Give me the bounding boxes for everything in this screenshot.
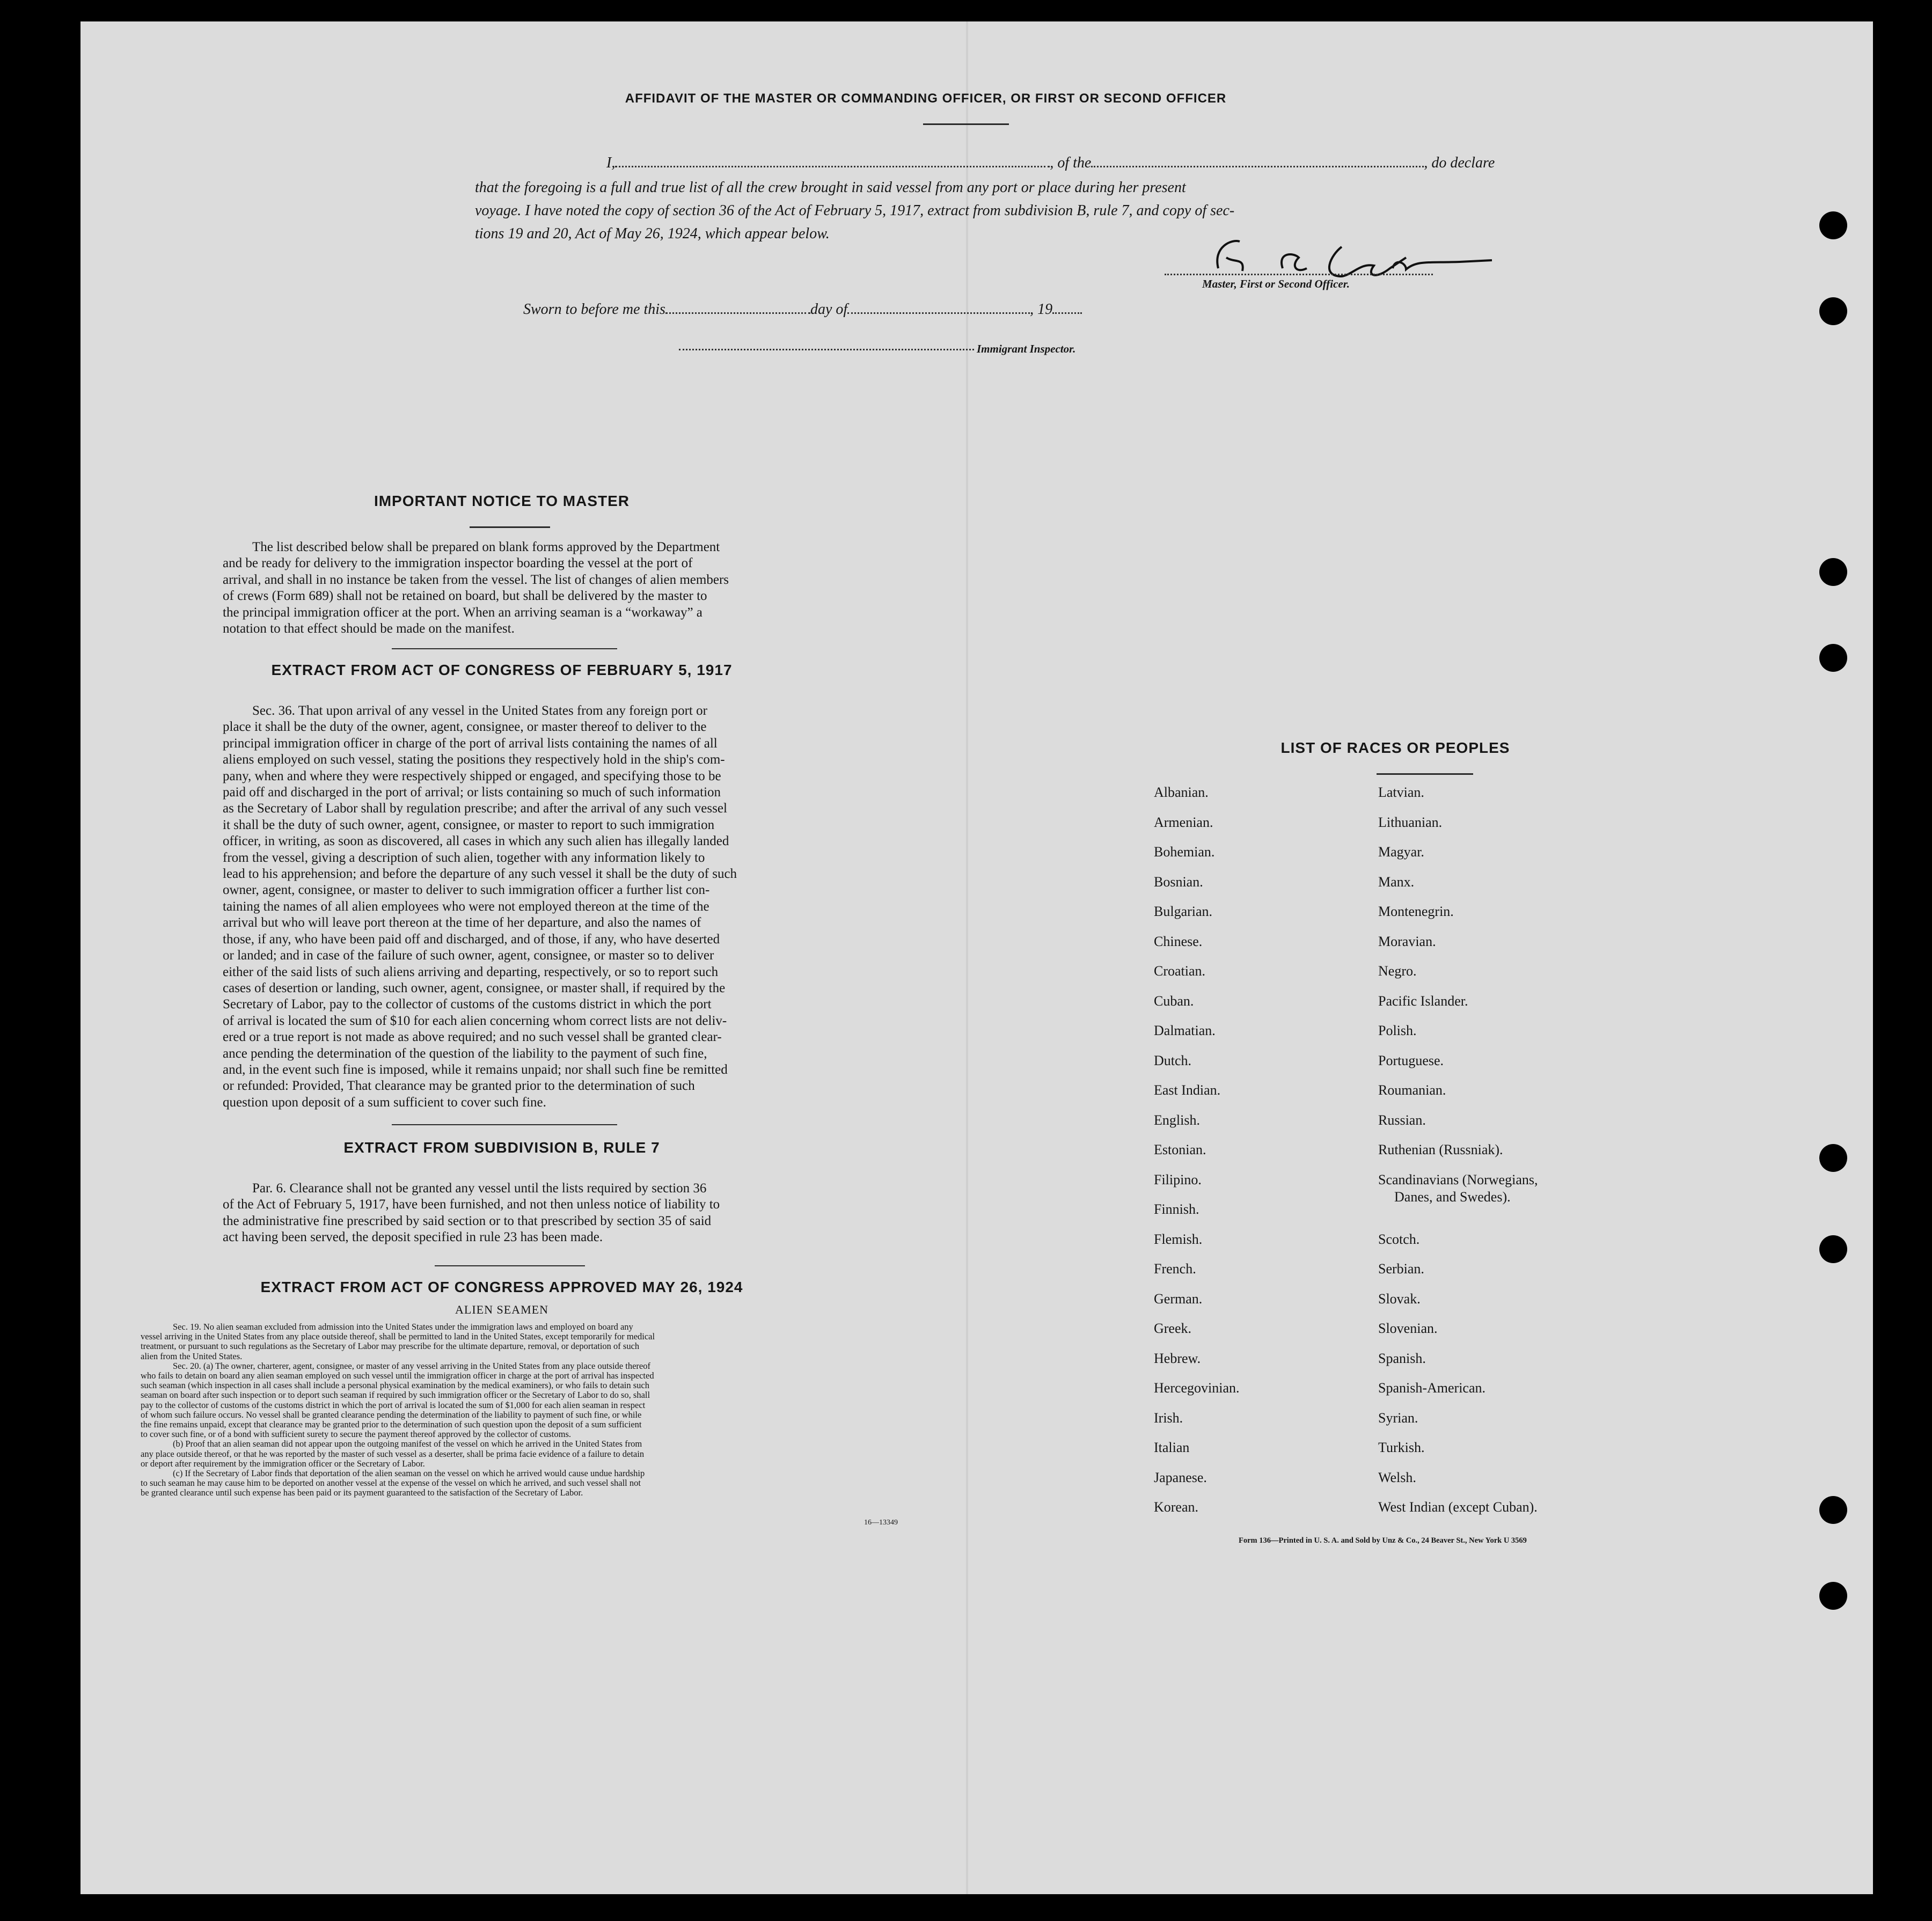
sworn-line (523, 299, 1275, 318)
sworn-day-blank[interactable] (665, 299, 810, 314)
vessel-blank[interactable] (1091, 153, 1424, 167)
race-item: Manx. (1378, 874, 1415, 890)
extract-1924-line: pay to the collector of customs of the customs district in which the port of arrival is located the sum of $1,000 for each alien seaman in respect (141, 1399, 646, 1410)
race-item: Albanian. (1154, 784, 1209, 800)
race-item: Lithuanian. (1378, 815, 1443, 830)
race-item: Moravian. (1378, 934, 1436, 949)
race-item: Syrian. (1378, 1410, 1418, 1426)
race-item: Scandinavians (Norwegians, (1378, 1172, 1538, 1187)
race-item: Magyar. (1378, 844, 1424, 860)
extract-1917-line: ance pending the determination of the question of the liability to the payment of such fine, (223, 1046, 707, 1061)
title-rule (923, 123, 1009, 125)
race-item: Flemish. (1154, 1231, 1203, 1247)
affidavit-do-declare: , do declare (1424, 155, 1495, 171)
extract-1924-line: who fails to detain on board any alien seaman employed on such vessel until the immigration officer in charge at the port of arrival has inspected (141, 1370, 654, 1381)
race-item: Croatian. (1154, 963, 1206, 979)
race-item: French. (1154, 1261, 1196, 1277)
document-sheet (80, 21, 1873, 1894)
sworn-year-blank[interactable] (1052, 299, 1082, 314)
affidavit-of-the: , of the (1050, 155, 1092, 171)
race-item: Montenegrin. (1378, 904, 1454, 919)
race-item: Welsh. (1378, 1470, 1416, 1485)
extract-1917-line: Secretary of Labor, pay to the collector of customs of the customs district in which the port (223, 997, 712, 1012)
notice-body (223, 539, 824, 637)
affidavit-declaration-line (475, 153, 1554, 172)
notice-rule (470, 526, 550, 528)
extract-1917-line: paid off and discharged in the port of arrival; or lists containing so much of such information (223, 785, 721, 800)
extract-1924-line: treatment, or pursuant to such regulations as the Secretary of Labor may prescribe for the ultimate departure, removal, or deportation of such (141, 1341, 640, 1352)
inspector-caption: Immigrant Inspector. (977, 342, 1076, 355)
race-item: Ruthenian (Russniak). (1378, 1142, 1503, 1157)
extract-1917-line: taining the names of all alien employees who were not employed thereon at the time of the (223, 899, 709, 914)
rule7-line: Par. 6. Clearance shall not be granted any vessel until the lists required by section 36 (252, 1181, 707, 1196)
punch-hole (1819, 1235, 1847, 1263)
extract-1924-line: the fine remains unpaid, except that clearance may be granted prior to the determination of such question upon the deposit of a sum sufficient (141, 1419, 642, 1430)
signature-line (1165, 274, 1433, 275)
section-rule (392, 648, 617, 649)
race-item: Pacific Islander. (1378, 993, 1468, 1009)
race-item: Chinese. (1154, 934, 1203, 949)
race-item: Estonian. (1154, 1142, 1206, 1157)
section-rule (392, 1124, 617, 1125)
extract-1917-line: place it shall be the duty of the owner, agent, consignee, or master thereof to deliver to the (223, 720, 707, 735)
punch-hole (1819, 1144, 1847, 1172)
race-item: German. (1154, 1291, 1203, 1307)
extract-1917-line: of arrival is located the sum of $10 for each alien concerning whom correct lists are not deliv- (223, 1013, 727, 1028)
rule7-line: act having been served, the deposit specified in rule 23 has been made. (223, 1230, 603, 1245)
extract-1917-line: aliens employed on such vessel, stating the positions they respectively hold in the ship's com- (223, 752, 725, 767)
notice-line: the principal immigration officer at the port. When an arriving seaman is a “workaway” a (223, 605, 702, 620)
extract-1924-body (141, 1322, 908, 1498)
signature-caption: Master, First or Second Officer. (1202, 277, 1350, 290)
punch-hole (1819, 1496, 1847, 1524)
extract-1917-line: question upon deposit of a sum sufficient to cover such fine. (223, 1095, 546, 1110)
extract-1917-title: EXTRACT FROM ACT OF CONGRESS OF FEBRUARY 5, 1917 (271, 662, 733, 678)
punch-hole (1819, 211, 1847, 239)
extract-1917-body (223, 703, 824, 1111)
rule7-line: the administrative fine prescribed by said section or to that prescribed by section 35 of said (223, 1213, 712, 1228)
race-item: Negro. (1378, 963, 1417, 979)
races-rule (1377, 773, 1473, 775)
race-item: Korean. (1154, 1499, 1199, 1515)
extract-1917-line: lead to his apprehension; and before the departure of any such vessel it shall be the duty of such (223, 867, 737, 882)
extract-1917-line: principal immigration officer in charge of the port of arrival lists containing the names of all (223, 736, 718, 751)
race-item: Hercegovinian. (1154, 1380, 1240, 1396)
extract-1917-line: those, if any, who have been paid off and discharged, and of those, if any, who have deserted (223, 932, 720, 947)
extract-1917-line: cases of desertion or landing, such owner, agent, consignee, or master shall, if required by the (223, 980, 726, 995)
inspector-line (679, 349, 974, 350)
race-item: Finnish. (1154, 1201, 1199, 1217)
extract-1917-line: Sec. 36. That upon arrival of any vessel in the United States from any foreign port or (252, 703, 707, 718)
form-footer: Form 136—Printed in U. S. A. and Sold by Unz & Co., 24 Beaver St., New York U 3569 (1239, 1536, 1527, 1545)
extract-1924-line: vessel arriving in the United States from any place outside thereof, shall be permitted to land in the United States, except temporarily for medical (141, 1331, 655, 1342)
punch-hole (1819, 297, 1847, 325)
punch-hole (1819, 1582, 1847, 1610)
affidavit-i-label: I, (606, 155, 616, 171)
extract-1924-title: EXTRACT FROM ACT OF CONGRESS APPROVED MAY 26, 1924 (260, 1279, 743, 1295)
sworn-label: Sworn to before me this (523, 301, 665, 318)
extract-1917-line: or landed; and in case of the failure of such owner, agent, consignee, or master so to deliver (223, 948, 714, 963)
race-item: Roumanian. (1378, 1082, 1446, 1098)
race-item: Armenian. (1154, 815, 1213, 830)
race-item: Spanish-American. (1378, 1380, 1486, 1396)
race-item: Slovenian. (1378, 1321, 1438, 1336)
extract-1924-line: to such seaman he may cause him to be deported on another vessel at the expense of the vessel on which he arrived, and such vessel shall not (141, 1478, 641, 1489)
name-blank[interactable] (615, 153, 1050, 167)
race-item: Turkish. (1378, 1440, 1425, 1455)
extract-1917-line: either of the said lists of such aliens arriving and departing, respectively, or so to report such (223, 964, 719, 979)
race-item: Russian. (1378, 1112, 1426, 1128)
extract-1924-subtitle: ALIEN SEAMEN (455, 1303, 548, 1316)
extract-1917-line: ered or a true report is not made as above required; and no such vessel shall be granted clear- (223, 1030, 722, 1045)
race-item: Irish. (1154, 1410, 1183, 1426)
day-of-label: day of (810, 301, 848, 318)
sworn-month-blank[interactable] (847, 299, 1030, 314)
punch-hole (1819, 644, 1847, 672)
extract-1924-line: Sec. 19. No alien seaman excluded from admission into the United States under the immigration laws and employed on board any (173, 1322, 633, 1332)
extract-1924-line: be granted clearance until such expense has been paid or its payment guaranteed to the satisfaction of the Secretary of Labor. (141, 1487, 583, 1498)
extract-1924-line: any place outside thereof, or that he was reported by the master of such vessel as a deserter, shall be prima facie evidence of a failure to detain (141, 1448, 645, 1459)
race-item: East Indian. (1154, 1082, 1221, 1098)
extract-1924-line: such seaman (which inspection in all cases shall include a personal physical examination by the medical examiners), or who fails to detain such (141, 1380, 650, 1391)
race-item: Italian (1154, 1440, 1190, 1455)
notice-line: arrival, and shall in no instance be taken from the vessel. The list of changes of alien members (223, 572, 729, 587)
race-item: Bulgarian. (1154, 904, 1213, 919)
race-item: Bosnian. (1154, 874, 1203, 890)
affidavit-title: AFFIDAVIT OF THE MASTER OR COMMANDING OFFICER, OR FIRST OR SECOND OFFICER (625, 91, 1227, 106)
rule7-line: of the Act of February 5, 1917, have been furnished, and not then unless notice of liability to (223, 1197, 720, 1212)
punch-hole (1819, 558, 1847, 586)
race-item: Japanese. (1154, 1470, 1207, 1485)
affidavit-line-1: that the foregoing is a full and true list of all the crew brought in said vessel from any port or place during her present (475, 179, 1186, 196)
extract-1917-line: owner, agent, consignee, or master to deliver to such immigration officer a further list con- (223, 883, 710, 898)
year-label: , 19 (1030, 301, 1053, 318)
affidavit-line-2: voyage. I have noted the copy of section 36 of the Act of February 5, 1917, extract from subdivision B, rule 7, and copy of sec- (475, 202, 1235, 219)
notice-line: The list described below shall be prepared on blank forms approved by the Department (252, 540, 720, 554)
extract-1917-line: it shall be the duty of such owner, agent, consignee, or master to report to such immigration (223, 817, 715, 832)
section-rule (435, 1265, 585, 1266)
extract-1924-line: to cover such fine, or of a bond with sufficient surety to secure the payment thereof approved by the collector of customs. (141, 1429, 571, 1440)
race-item: Spanish. (1378, 1351, 1426, 1366)
extract-1917-line: from the vessel, giving a description of such alien, together with any information likely to (223, 850, 705, 865)
races-title: LIST OF RACES OR PEOPLES (1280, 739, 1510, 756)
race-item: Slovak. (1378, 1291, 1421, 1307)
form-code: 16—13349 (864, 1519, 898, 1527)
race-item: Portuguese. (1378, 1053, 1444, 1068)
race-item: Polish. (1378, 1023, 1417, 1038)
extract-1924-line: seaman on board after such inspection or to deport such seaman if required by such immigration officer or the Secretary of Labor to do so, shall (141, 1390, 650, 1401)
extract-1924-line: (c) If the Secretary of Labor finds that deportation of the alien seaman on the vessel on which he arrived would cause undue hardship (173, 1468, 645, 1479)
extract-1924-line: alien from the United States. (141, 1351, 243, 1361)
race-item: Dalmatian. (1154, 1023, 1216, 1038)
race-item: English. (1154, 1112, 1200, 1128)
rule7-body (223, 1181, 824, 1246)
extract-1924-line: Sec. 20. (a) The owner, charterer, agent, consignee, or master of any vessel arriving in the United States from any place outside thereof (173, 1360, 650, 1371)
notice-line: and be ready for delivery to the immigration inspector boarding the vessel at the port of (223, 556, 693, 571)
extract-1917-line: as the Secretary of Labor shall by regulation prescribe; and after the arrival of any such vessel (223, 801, 727, 816)
race-item: Scotch. (1378, 1231, 1420, 1247)
race-item: Cuban. (1154, 993, 1194, 1009)
race-item: Serbian. (1378, 1261, 1424, 1277)
race-item: West Indian (except Cuban). (1378, 1499, 1538, 1515)
race-item: Greek. (1154, 1321, 1192, 1336)
extract-1917-line: or refunded: Provided, That clearance may be granted prior to the determination of such (223, 1079, 695, 1094)
race-item: Danes, and Swedes). (1394, 1189, 1511, 1205)
rule7-title: EXTRACT FROM SUBDIVISION B, RULE 7 (343, 1139, 660, 1156)
affidavit-line-3: tions 19 and 20, Act of May 26, 1924, which appear below. (475, 225, 830, 242)
notice-line: notation to that effect should be made on the manifest. (223, 621, 515, 636)
extract-1917-line: officer, in writing, as soon as discovered, all cases in which any such alien has illegally landed (223, 834, 729, 849)
race-item: Bohemian. (1154, 844, 1215, 860)
notice-title: IMPORTANT NOTICE TO MASTER (374, 493, 630, 509)
extract-1917-line: pany, when and where they were respectively shipped or engaged, and specifying those to be (223, 768, 721, 783)
race-item: Dutch. (1154, 1053, 1192, 1068)
notice-line: of crews (Form 689) shall not be retained on board, but shall be delivered by the master to (223, 589, 707, 604)
extract-1924-line: (b) Proof that an alien seaman did not appear upon the outgoing manifest of the vessel on which he arrived in the United States from (173, 1439, 642, 1449)
extract-1924-line: of whom such failure occurs. No vessel shall be granted clearance pending the determination of the liability to payment of such fine, or while (141, 1409, 642, 1420)
race-item: Filipino. (1154, 1172, 1202, 1187)
race-item: Latvian. (1378, 784, 1424, 800)
extract-1917-line: and, in the event such fine is imposed, while it remains unpaid; nor shall such fine be remitted (223, 1062, 728, 1077)
race-item: Hebrew. (1154, 1351, 1201, 1366)
extract-1917-line: arrival but who will leave port thereon at the time of her departure, and also the names of (223, 915, 701, 930)
extract-1924-line: or deport after requirement by the immigration officer or the Secretary of Labor. (141, 1458, 425, 1469)
